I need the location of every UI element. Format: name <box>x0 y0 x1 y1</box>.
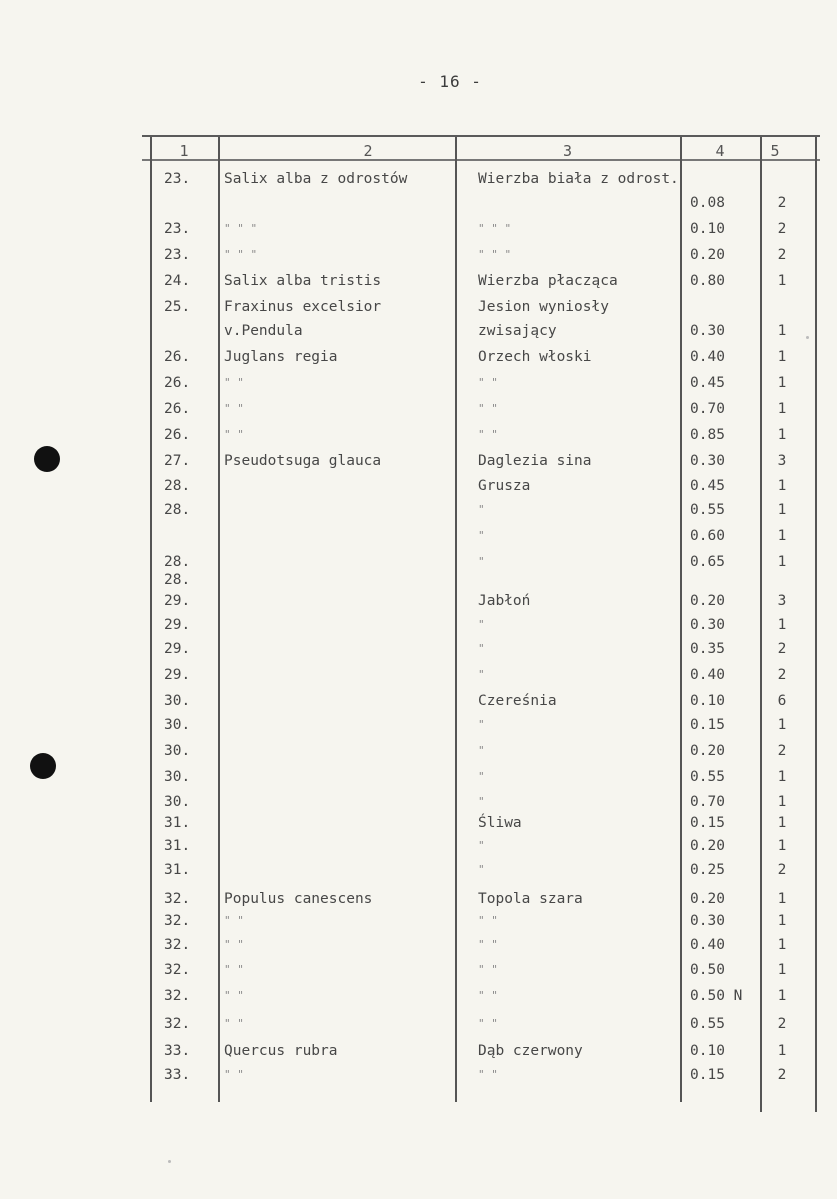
polish-name: Jesion wyniosły <box>478 299 609 315</box>
count-value: 1 <box>777 273 787 289</box>
polish-name: " <box>478 618 485 631</box>
polish-name: Daglezia sina <box>478 453 592 469</box>
count-value: 2 <box>777 667 787 683</box>
row-number: 26. <box>164 427 191 443</box>
row-number: 30. <box>164 693 191 709</box>
measure-value: 0.85 <box>690 427 725 443</box>
polish-name: Wierzba biała z odrost. <box>478 171 679 187</box>
row-number: 31. <box>164 838 191 854</box>
punch-hole <box>34 446 60 472</box>
measure-value: 0.15 <box>690 1067 725 1083</box>
row-number: 32. <box>164 937 191 953</box>
latin-name: " " <box>224 428 244 441</box>
column-divider <box>455 137 457 1102</box>
count-value: 1 <box>777 349 787 365</box>
count-value: 2 <box>777 247 787 263</box>
count-value: 2 <box>777 862 787 878</box>
polish-name: Dąb czerwony <box>478 1043 583 1059</box>
measure-value: 0.50 N <box>690 988 743 1004</box>
count-value: 1 <box>777 937 787 953</box>
polish-name: " <box>478 529 485 542</box>
count-value: 1 <box>777 1043 787 1059</box>
measure-value: 0.30 <box>690 617 725 633</box>
polish-name: " " <box>478 376 498 389</box>
count-value: 1 <box>777 427 787 443</box>
row-number: 28. <box>164 554 191 570</box>
latin-name: " " <box>224 963 244 976</box>
count-value: 2 <box>777 1067 787 1083</box>
row-number: 31. <box>164 862 191 878</box>
count-value: 1 <box>777 962 787 978</box>
measure-value: 0.35 <box>690 641 725 657</box>
row-number: 28. <box>164 478 191 494</box>
row-number: 30. <box>164 743 191 759</box>
measure-value: 0.30 <box>690 323 725 339</box>
polish-name: " <box>478 642 485 655</box>
latin-name: " " " <box>224 222 258 235</box>
row-number: 32. <box>164 962 191 978</box>
paper-speck <box>168 1160 171 1163</box>
row-number: 32. <box>164 913 191 929</box>
column-header: 3 <box>562 142 573 160</box>
row-number: 27. <box>164 453 191 469</box>
polish-name: Topola szara <box>478 891 583 907</box>
polish-name: " <box>478 795 485 808</box>
polish-name: Czereśnia <box>478 693 557 709</box>
measure-value: 0.30 <box>690 453 725 469</box>
measure-value: 0.80 <box>690 273 725 289</box>
count-value: 1 <box>777 815 787 831</box>
polish-name: " " <box>478 989 498 1002</box>
latin-name: Quercus rubra <box>224 1043 338 1059</box>
polish-name: " <box>478 770 485 783</box>
column-divider <box>218 137 220 1102</box>
polish-name: " <box>478 668 485 681</box>
row-number: 24. <box>164 273 191 289</box>
latin-name: " " <box>224 376 244 389</box>
measure-value: 0.45 <box>690 478 725 494</box>
measure-value: 0.65 <box>690 554 725 570</box>
measure-value: 0.10 <box>690 693 725 709</box>
measure-value: 0.55 <box>690 769 725 785</box>
latin-name: " " <box>224 1068 244 1081</box>
count-value: 1 <box>777 988 787 1004</box>
count-value: 1 <box>777 891 787 907</box>
count-value: 1 <box>777 323 787 339</box>
column-header: 4 <box>715 142 725 160</box>
measure-value: 0.50 <box>690 962 725 978</box>
count-value: 1 <box>777 769 787 785</box>
polish-name: " <box>478 555 485 568</box>
polish-name: zwisający <box>478 323 557 339</box>
measure-value: 0.20 <box>690 247 725 263</box>
latin-name: Populus canescens <box>224 891 373 907</box>
row-number: 29. <box>164 667 191 683</box>
count-value: 1 <box>777 794 787 810</box>
measure-value: 0.08 <box>690 195 725 211</box>
row-number: 25. <box>164 299 191 315</box>
count-value: 3 <box>777 593 787 609</box>
row-number: 29. <box>164 617 191 633</box>
polish-name: Śliwa <box>478 815 522 831</box>
latin-name: Juglans regia <box>224 349 338 365</box>
polish-name: " <box>478 839 485 852</box>
polish-name: " " <box>478 402 498 415</box>
row-number: 23. <box>164 247 191 263</box>
latin-name: Salix alba tristis <box>224 273 382 289</box>
count-value: 1 <box>777 717 787 733</box>
measure-value: 0.70 <box>690 401 725 417</box>
latin-name: " " <box>224 989 244 1002</box>
count-value: 1 <box>777 554 787 570</box>
latin-name: " " <box>224 1017 244 1030</box>
polish-name: " <box>478 718 485 731</box>
column-header: 5 <box>770 142 780 160</box>
polish-name: " <box>478 503 485 516</box>
measure-value: 0.15 <box>690 815 725 831</box>
count-value: 2 <box>777 641 787 657</box>
count-value: 1 <box>777 375 787 391</box>
count-value: 2 <box>777 743 787 759</box>
row-number: 28. <box>164 502 191 518</box>
polish-name: Grusza <box>478 478 531 494</box>
measure-value: 0.45 <box>690 375 725 391</box>
latin-name: " " <box>224 402 244 415</box>
measure-value: 0.20 <box>690 743 725 759</box>
polish-name: " " <box>478 428 498 441</box>
polish-name: " " <box>478 1068 498 1081</box>
row-number: 30. <box>164 717 191 733</box>
column-divider <box>680 137 682 1102</box>
polish-name: " " <box>478 1017 498 1030</box>
polish-name: " " <box>478 963 498 976</box>
row-number: 33. <box>164 1067 191 1083</box>
polish-name: Jabłoń <box>478 593 531 609</box>
row-number: 29. <box>164 641 191 657</box>
count-value: 2 <box>777 195 787 211</box>
page-number: - 16 - <box>418 72 482 91</box>
row-number: 32. <box>164 1016 191 1032</box>
punch-hole <box>30 753 56 779</box>
measure-value: 0.40 <box>690 667 725 683</box>
polish-name: " " " <box>478 248 512 261</box>
measure-value: 0.25 <box>690 862 725 878</box>
row-number: 31. <box>164 815 191 831</box>
column-divider <box>150 137 152 1102</box>
measure-value: 0.60 <box>690 528 725 544</box>
count-value: 1 <box>777 913 787 929</box>
polish-name: " " <box>478 938 498 951</box>
latin-name: " " " <box>224 248 258 261</box>
count-value: 1 <box>777 502 787 518</box>
measure-value: 0.15 <box>690 717 725 733</box>
measure-value: 0.10 <box>690 1043 725 1059</box>
polish-name: " <box>478 744 485 757</box>
measure-value: 0.20 <box>690 891 725 907</box>
column-divider <box>815 137 817 1112</box>
count-value: 3 <box>777 453 787 469</box>
measure-value: 0.20 <box>690 838 725 854</box>
row-number: 33. <box>164 1043 191 1059</box>
row-number: 23. <box>164 171 191 187</box>
row-number: 23. <box>164 221 191 237</box>
row-number: 30. <box>164 769 191 785</box>
polish-name: " " " <box>478 222 512 235</box>
count-value: 1 <box>777 528 787 544</box>
polish-name: Wierzba płacząca <box>478 273 618 289</box>
row-number: 26. <box>164 375 191 391</box>
measure-value: 0.40 <box>690 937 725 953</box>
measure-value: 0.55 <box>690 1016 725 1032</box>
latin-name: " " <box>224 938 244 951</box>
table-top-rule <box>142 135 820 137</box>
latin-name: v.Pendula <box>224 323 303 339</box>
count-value: 1 <box>777 838 787 854</box>
latin-name: Salix alba z odrostów <box>224 171 408 187</box>
count-value: 1 <box>777 401 787 417</box>
row-number: 26. <box>164 401 191 417</box>
count-value: 6 <box>777 693 787 709</box>
latin-name: Fraxinus excelsior <box>224 299 382 315</box>
row-number: 29. <box>164 593 191 609</box>
column-header: 1 <box>179 142 189 160</box>
column-header: 2 <box>363 142 373 160</box>
measure-value: 0.10 <box>690 221 725 237</box>
measure-value: 0.55 <box>690 502 725 518</box>
row-number: 32. <box>164 891 191 907</box>
measure-value: 0.40 <box>690 349 725 365</box>
count-value: 1 <box>777 617 787 633</box>
paper-speck <box>806 336 809 339</box>
row-number: 28. <box>164 572 191 588</box>
count-value: 2 <box>777 221 787 237</box>
column-divider <box>760 137 762 1112</box>
row-number: 30. <box>164 794 191 810</box>
polish-name: Orzech włoski <box>478 349 592 365</box>
polish-name: " <box>478 863 485 876</box>
latin-name: " " <box>224 914 244 927</box>
count-value: 2 <box>777 1016 787 1032</box>
measure-value: 0.20 <box>690 593 725 609</box>
latin-name: Pseudotsuga glauca <box>224 453 382 469</box>
count-value: 1 <box>777 478 787 494</box>
measure-value: 0.70 <box>690 794 725 810</box>
polish-name: " " <box>478 914 498 927</box>
row-number: 26. <box>164 349 191 365</box>
measure-value: 0.30 <box>690 913 725 929</box>
row-number: 32. <box>164 988 191 1004</box>
